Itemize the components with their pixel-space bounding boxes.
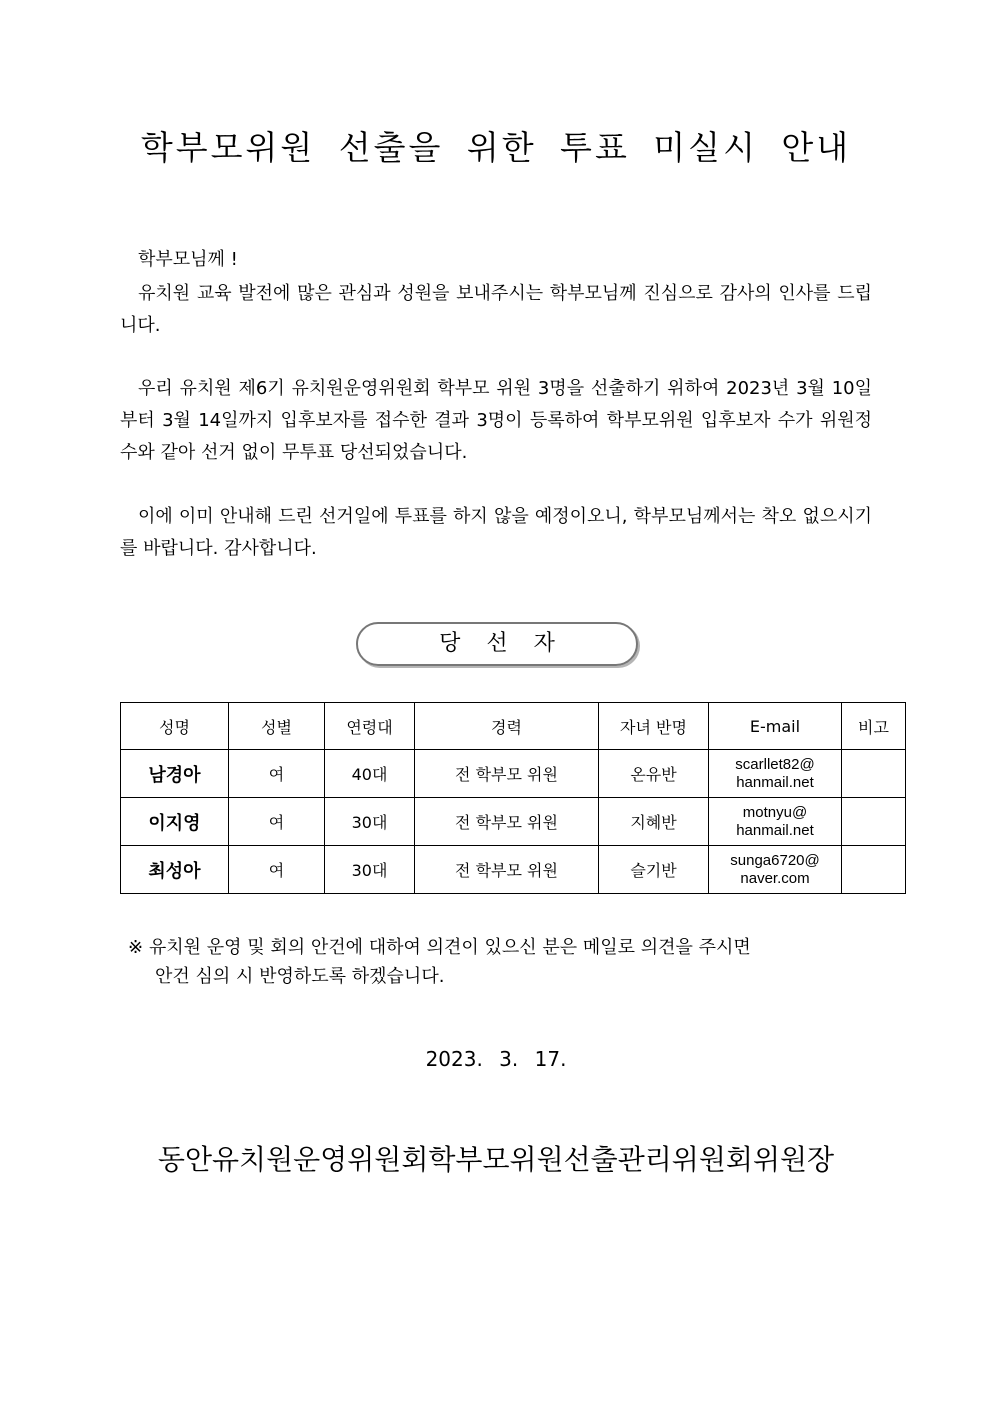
cell-age: 40대	[325, 750, 415, 798]
paragraph-result	[120, 373, 872, 469]
header-name: 성명	[121, 703, 229, 750]
paragraph-result-text: 우리 유치원 제6기 유치원운영위원회 학부모 위원 3명을 선출하기 위하여 2023년 3월 10일부터 3월 14일까지 입후보자를 접수한 결과 3명이 등록하여 학부모위원 입후보자 수가 위원정수와 같아 선거 없이 무투표 당선되었습니다.	[120, 378, 872, 463]
paragraph-thanks-text: 유치원 교육 발전에 많은 관심과 성원을 보내주시는 학부모님께 진심으로 감사의 인사를 드립니다.	[120, 283, 872, 336]
cell-remarks	[842, 798, 906, 846]
cell-name: 남경아	[121, 750, 229, 798]
header-remarks: 비고	[842, 703, 906, 750]
email-user: sunga6720@	[730, 851, 820, 869]
cell-email	[709, 846, 842, 894]
cell-class: 슬기반	[599, 846, 709, 894]
email-user: scarllet82@	[735, 755, 815, 773]
header-career: 경력	[415, 703, 599, 750]
cell-remarks	[842, 750, 906, 798]
email-domain: hanmail.net	[736, 773, 814, 791]
greeting: 학부모님께 !	[138, 249, 238, 270]
cell-gender: 여	[229, 750, 325, 798]
cell-career: 전 학부모 위원	[415, 846, 599, 894]
paragraph-no-vote	[120, 501, 872, 565]
header-age: 연령대	[325, 703, 415, 750]
table-row	[121, 846, 906, 894]
winners-banner: 당선자	[356, 622, 638, 666]
header-gender: 성별	[229, 703, 325, 750]
cell-remarks	[842, 846, 906, 894]
footnote-line-1	[128, 933, 751, 962]
cell-name: 이지영	[121, 798, 229, 846]
email-user: motnyu@	[742, 803, 808, 821]
cell-name: 최성아	[121, 846, 229, 894]
cell-age: 30대	[325, 798, 415, 846]
header-class: 자녀 반명	[599, 703, 709, 750]
cell-class: 지혜반	[599, 798, 709, 846]
cell-class: 온유반	[599, 750, 709, 798]
email-domain: naver.com	[740, 869, 810, 887]
paragraph-no-vote-text: 이에 이미 안내해 드린 선거일에 투표를 하지 않을 예정이오니, 학부모님께서는 착오 없으시기를 바랍니다. 감사합니다.	[120, 506, 872, 559]
issuer-signature: 동안유치원운영위원회학부모위원선출관리위원회위원장	[157, 1143, 835, 1176]
cell-career: 전 학부모 위원	[415, 798, 599, 846]
issue-date: 2023. 3. 17.	[425, 1047, 567, 1071]
reference-mark: ※	[128, 937, 144, 958]
table-header-row	[121, 703, 906, 750]
footnote-text-1: 유치원 운영 및 회의 안건에 대하여 의견이 있으신 분은 메일로 의견을 주시면	[148, 937, 751, 958]
footnote	[128, 933, 751, 991]
document-title: 학부모위원 선출을 위한 투표 미실시 안내	[140, 128, 852, 167]
table-row	[121, 750, 906, 798]
cell-email	[709, 750, 842, 798]
cell-gender: 여	[229, 798, 325, 846]
cell-age: 30대	[325, 846, 415, 894]
email-domain: hanmail.net	[736, 821, 814, 839]
winners-table	[120, 702, 906, 894]
footnote-line-2: 안건 심의 시 반영하도록 하겠습니다.	[155, 966, 445, 987]
cell-email	[709, 798, 842, 846]
header-email: E-mail	[709, 703, 842, 750]
cell-gender: 여	[229, 846, 325, 894]
paragraph-thanks	[120, 278, 872, 342]
cell-career: 전 학부모 위원	[415, 750, 599, 798]
table-row	[121, 798, 906, 846]
